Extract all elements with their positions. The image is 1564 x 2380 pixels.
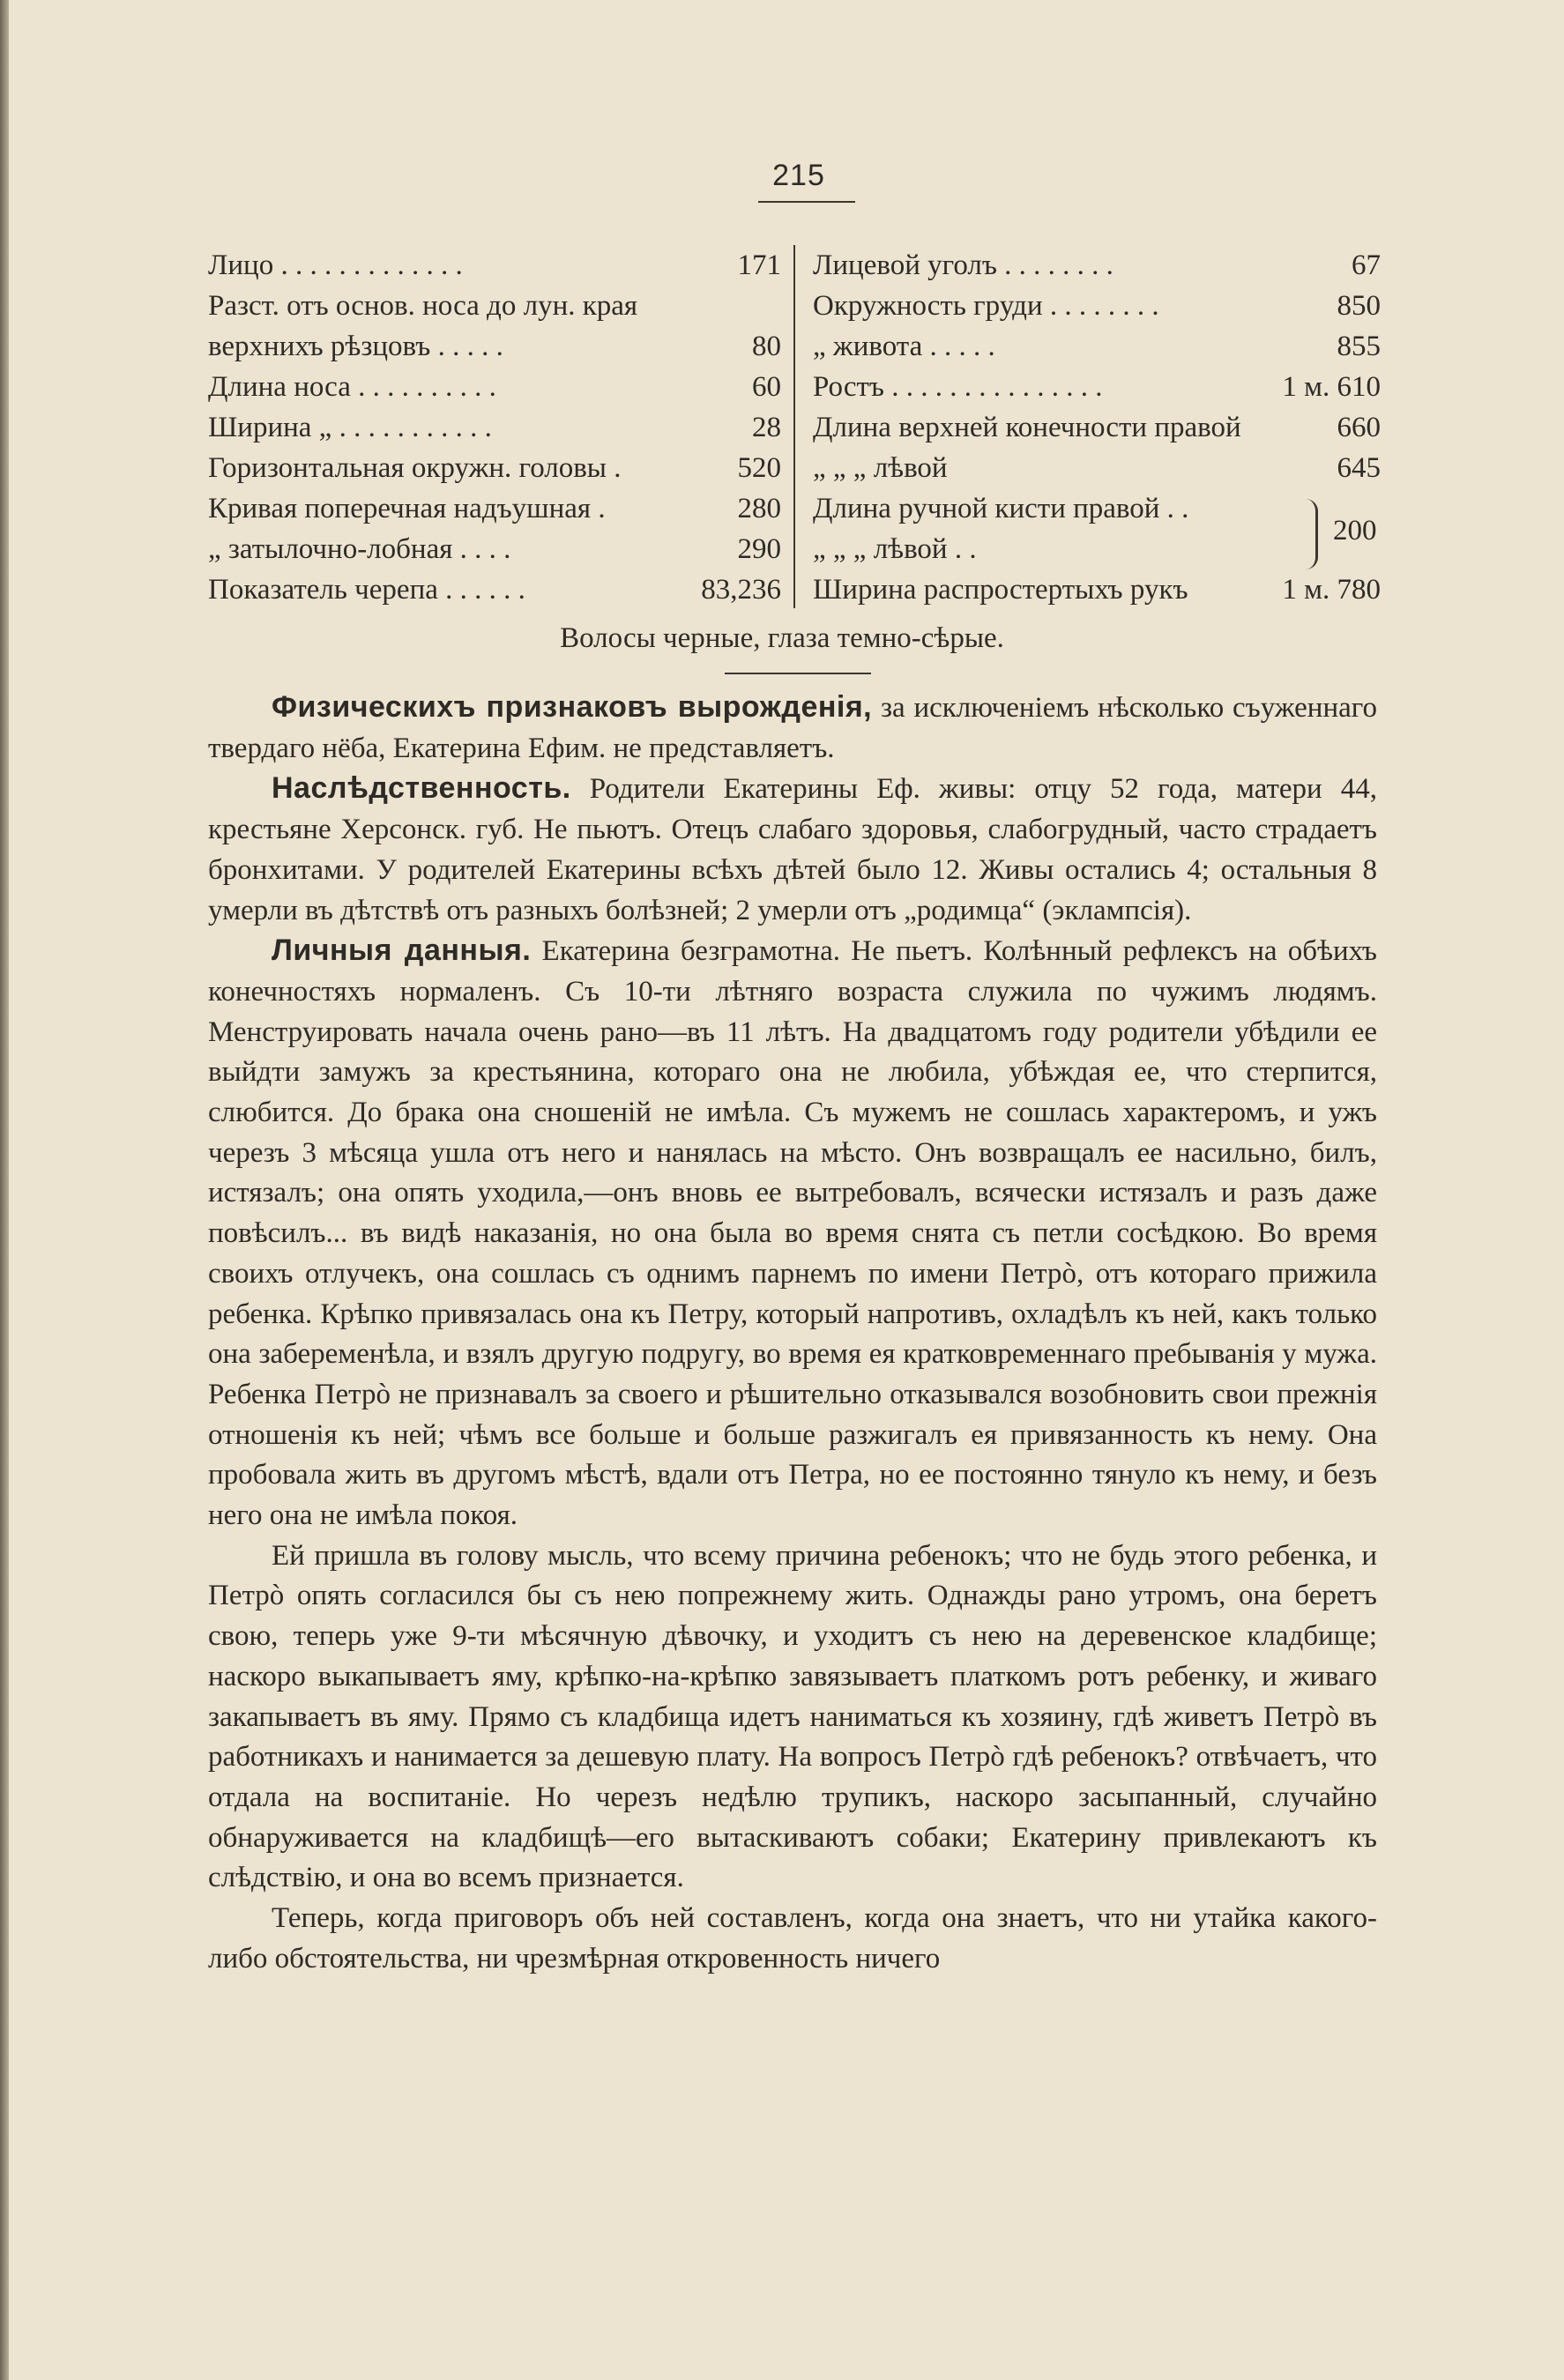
measurement-row: Горизонтальная окружн. головы . 520 <box>208 452 781 484</box>
page-number: 215 <box>772 159 825 192</box>
body-text <box>208 688 1377 1980</box>
paragraph-heredity: Наслѣдственность. Родители Екатерины Еф. живы: отцу 52 года, матери 44, крестьяне Херсонск. губ. Не пьютъ. Отецъ слабаго здоровья, слабогрудный, часто страдаетъ бронхитами. У родителей Екатерины всѣхъ дѣтей было 12. Живы остались 4; остальныя 8 умерли въ дѣтствѣ отъ разныхъ болѣзней; 2 умерли отъ „родимца“ (эклампсія). <box>208 771 1377 926</box>
page-edge-shadow <box>0 0 9 2380</box>
measurement-row: Показатель черепа . . . . . . 83,236 <box>208 574 781 606</box>
measurement-row: Кривая поперечная надъушная . 280 <box>208 493 781 524</box>
measurement-row: Ширина распростертыхъ рукъ 1 м. 780 <box>813 574 1381 606</box>
measurement-row: Длина верхней конечности правой 660 <box>813 412 1381 443</box>
measurement-row: „ затылочно-лобная . . . . 290 <box>208 533 781 565</box>
paragraph-physical-signs: Физическихъ признаковъ вырожденія, за исключеніемъ нѣсколько съуженнаго твердаго нёба, Екатерина Ефим. не представляетъ. <box>208 690 1377 764</box>
measurement-row: Лицевой уголъ . . . . . . . . 67 <box>813 249 1381 281</box>
measurement-row: „ „ „ лѣвой 645 <box>813 452 1381 484</box>
measurement-row: Ширина „ . . . . . . . . . . . 28 <box>208 412 781 443</box>
measurement-row: Разст. отъ основ. носа до лун. края <box>208 290 638 322</box>
heading-personal-data: Личныя данныя. <box>272 933 532 968</box>
hair-eyes-line: Волосы черные, глаза темно-сѣрые. <box>560 622 1004 654</box>
measurement-row: „ „ „ лѣвой . . <box>813 533 977 565</box>
measurement-row: Ростъ . . . . . . . . . . . . . . . 1 м. 610 <box>813 371 1381 403</box>
measurement-table <box>208 245 1381 615</box>
measurement-row: верхнихъ рѣзцовъ . . . . . 80 <box>208 331 781 362</box>
column-divider <box>793 245 795 608</box>
heading-physical-signs: Физическихъ признаковъ вырожденія, <box>272 690 873 724</box>
section-separator <box>725 673 871 674</box>
measurement-row: Окружность груди . . . . . . . . 850 <box>813 290 1381 322</box>
measurement-row: „ живота . . . . . 855 <box>813 331 1381 362</box>
heading-heredity: Наслѣдственность. <box>272 771 571 806</box>
hand-length-value: 200 <box>1333 515 1377 547</box>
paragraph-crime: Ей пришла въ голову мысль, что всему причина ребенокъ; что не будь этого ребенка, и Петрò опять согласился бы съ нею попрежнему жить. Однажды рано утромъ, она беретъ свою, теперь уже 9-ти мѣсячную дѣвочку, и уходитъ съ нею на деревенское кладбище; наскоро выкапываетъ яму, крѣпко-на-крѣпко завязываетъ платкомъ ротъ ребенку, и живаго закапываетъ въ яму. Прямо съ кладбища идетъ наниматься къ хозяину, гдѣ живетъ Петрò въ работникахъ и нанимается за дешевую плату. На вопросъ Петрò гдѣ ребенокъ? отвѣчаетъ, что отдала на воспитаніе. Но черезъ недѣлю трупикъ, наскоро засыпанный, случайно обнаруживается на кладбищѣ—его вытаскиваютъ собаки; Екатерину привлекаютъ къ слѣдствію, и она во всемъ признается. <box>208 1539 1377 1894</box>
measurement-row: Лицо . . . . . . . . . . . . . 171 <box>208 249 781 281</box>
measurement-row: Длина носа . . . . . . . . . . 60 <box>208 371 781 403</box>
hand-length-brace <box>1303 499 1318 569</box>
page-number-rule <box>758 201 855 203</box>
paragraph-now: Теперь, когда приговоръ объ ней составленъ, когда она знаетъ, что ни утайка какого-либо обстоятельства, ни чрезмѣрная откровенность ничего <box>208 1902 1377 1975</box>
measurement-row: Длина ручной кисти правой . . <box>813 493 1189 524</box>
paragraph-personal-data: Личныя данныя. Екатерина безграмотна. Не пьетъ. Колѣнный рефлексъ на обѣихъ конечностяхъ нормаленъ. Съ 10-ти лѣтняго возраста служила по чужимъ людямъ. Менструировать начала очень рано—въ 11 лѣтъ. На двадцатомъ году родители убѣдили ее выйдти замужъ за крестьянина, котораго она не любила, убѣждая ее, что стерпится, слюбится. До брака она сношеній не имѣла. Съ мужемъ не сошлась характеромъ, и ужъ черезъ 3 мѣсяца ушла отъ него и нанялась на мѣсто. Онъ возвращалъ ее насильно, билъ, истязалъ; она опять уходила,—онъ вновь ее вытребовалъ, всячески истязалъ и разъ даже повѣсилъ... въ видѣ наказанія, но она была во время снята съ петли сосѣдкою. Во время своихъ отлучекъ, она сошлась съ однимъ парнемъ по имени Петрò, отъ котораго прижила ребенка. Крѣпко привязалась она къ Петру, который напротивъ, охладѣлъ къ ней, какъ только она забеременѣла, и взялъ другую подругу, во время ея кратковременнаго пребыванія у мужа. Ребенка Петрò не признавалъ за своего и рѣшительно отказывался возобновить свои прежнія отношенія къ ней; чѣмъ все больше и больше разжигалъ ея привязанность къ нему. Она пробовала жить въ другомъ мѣстѣ, вдали отъ Петра, но ее постоянно тянуло къ нему, и безъ него она не имѣла покоя. <box>208 933 1377 1532</box>
